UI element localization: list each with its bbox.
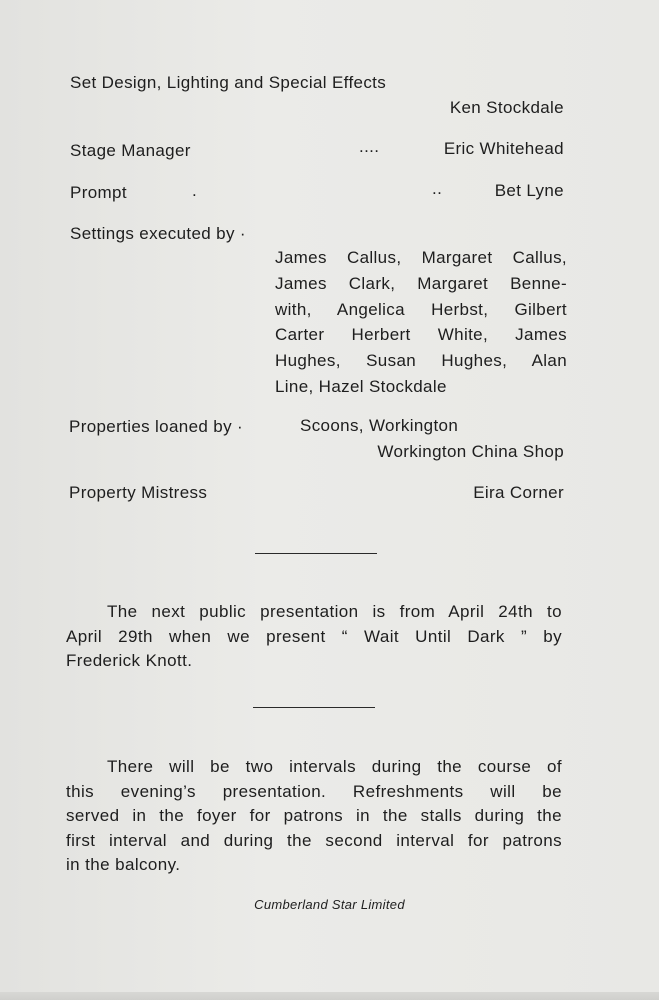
settings-name-line: Line, Hazel Stockdale bbox=[275, 376, 447, 396]
settings-name-line: Hughes, Susan Hughes, Alan bbox=[275, 351, 567, 371]
page-bottom-edge bbox=[0, 992, 659, 1000]
prompt-name: Bet Lyne bbox=[494, 181, 564, 200]
property-mistress-label: Property Mistress bbox=[69, 483, 208, 502]
property-mistress-name: Eira Corner bbox=[473, 483, 564, 502]
intervals-line: this evening’s presentation. Refreshments will be bbox=[66, 781, 562, 801]
next-presentation-line: April 29th when we present “ Wait Until Dark ” by bbox=[66, 626, 562, 646]
settings-name-line: James Clark, Margaret Benne- bbox=[275, 273, 567, 293]
settings-names bbox=[275, 245, 567, 400]
intervals-line: in the balcony. bbox=[66, 855, 181, 874]
stage-manager-name: Eric Whitehead bbox=[443, 139, 564, 158]
printer-credit: Cumberland Star Limited bbox=[254, 897, 405, 912]
set-design-name: Ken Stockdale bbox=[449, 98, 564, 117]
settings-name-line: with, Angelica Herbst, Gilbert bbox=[275, 299, 567, 319]
set-design-label: Set Design, Lighting and Special Effects bbox=[70, 73, 387, 92]
next-presentation-line: The next public presentation is from April 24th to bbox=[107, 602, 562, 621]
stage-manager-label: Stage Manager bbox=[70, 141, 191, 160]
prompt-leader: .. bbox=[432, 179, 443, 198]
properties-label: Properties loaned by · bbox=[69, 417, 244, 436]
next-presentation-line: Frederick Knott. bbox=[66, 651, 193, 670]
intervals-paragraph bbox=[66, 755, 562, 878]
settings-label: Settings executed by · bbox=[70, 224, 246, 243]
section-divider bbox=[253, 707, 375, 708]
properties-line-2: Workington China Shop bbox=[377, 442, 564, 461]
intervals-line: There will be two intervals during the course of bbox=[107, 757, 562, 776]
settings-name-line: James Callus, Margaret Callus, bbox=[275, 248, 567, 267]
next-presentation-paragraph bbox=[66, 600, 562, 674]
section-divider bbox=[255, 553, 377, 554]
settings-name-line: Carter Herbert White, James bbox=[275, 325, 567, 345]
properties-line-1: Scoons, Workington bbox=[300, 416, 459, 435]
stage-manager-leader: .... bbox=[359, 137, 380, 156]
intervals-line: served in the foyer for patrons in the stalls during the bbox=[66, 806, 562, 825]
intervals-line: first interval and during the second interval for patrons bbox=[66, 830, 562, 850]
prompt-label: Prompt bbox=[70, 183, 127, 202]
prompt-dot: . bbox=[192, 181, 198, 200]
